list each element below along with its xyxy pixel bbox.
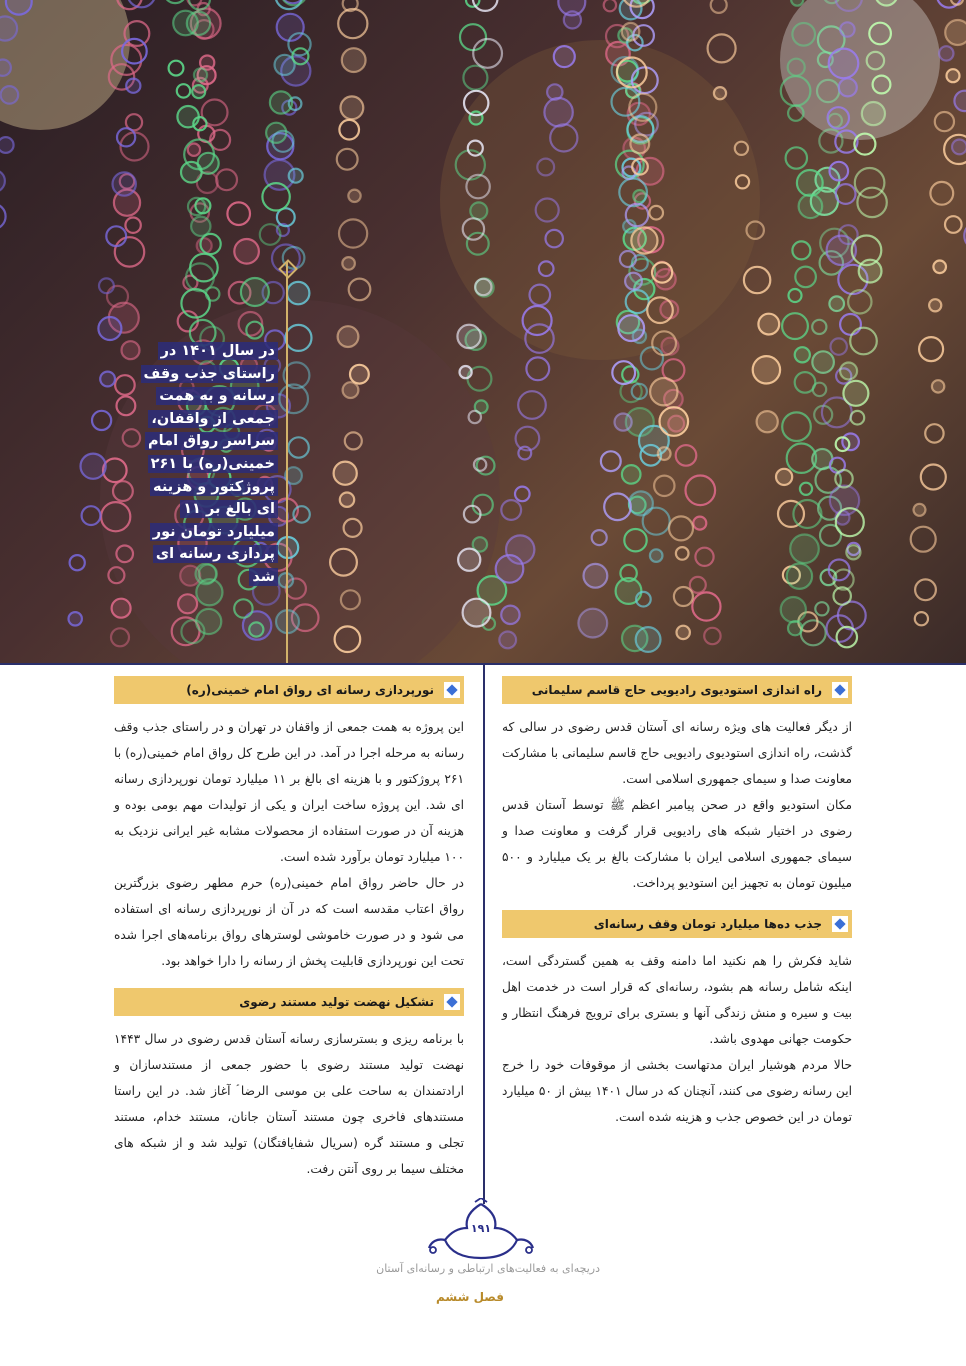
diamond-bullet-icon (832, 682, 848, 698)
paragraph: در حال حاضر رواق امام خمینی(ره) حرم مطهر رضوی بزرگترین رواق اعتاب مقدسه است که در آن از نورپردازی رسانه ای استفاده می شود و در صورت خاموشی لوسترهای رواق برنامه‌های اجرا شده تحت این نورپردازی قابلیت پخش از رسانه را دارا خواهد بود. (114, 876, 464, 968)
paragraph: حالا مردم هوشیار ایران مدتهاست بخشی از موقوفات خود را خرج این رسانه رضوی می کنند، آنچنان که در سال ۱۴۰۱ بیش از ۵۰ میلیارد تومان در این خصوص جذب و هزینه شده است. (502, 1058, 852, 1124)
callout-box (140, 340, 278, 589)
section-heading-lighting (114, 676, 464, 704)
callout-connector-line (286, 262, 288, 664)
section-heading-radio-studio (502, 676, 852, 704)
column-divider (483, 664, 485, 1204)
paragraph: این پروژه به همت جمعی از واقفان در تهران و در راستای جذب وقف رسانه به مرحله اجرا در آمد. در این طرح کل رواق امام خمینی(ره) با ۲۶۱ پروژکتور و با هزینه ای بالغ بر ۱۱ میلیارد تومان نورپردازی رسانه ای شد. این پروژه ساخت ایران و یکی از تولیدات مهم بومی بوده و هزینه آن در صورت استفاده از محصولات مشابه غیر ایرانی نزدیک به ۱۰۰ میلیارد تومان برآورد شده است. (114, 720, 464, 864)
chapter-label: فصل ششم (436, 1290, 504, 1304)
paragraph: با برنامه ریزی و بسترسازی رسانه آستان قدس رضوی در سال ۱۴۴۳ نهضت تولید مستند رضوی با حضور جمعی از مستندسازان و ارادتمندان به ساحت علی بن موسی الرضا ؑ آغاز شد. در این راستا مستندهای فاخری چون مستند آستان جانان، مستند خدام، مستند تجلی و مستند گره (سریال شفایافتگان) تولید شد و از شبکه های مختلف سیما بر روی آنتن رفت. (114, 1032, 464, 1176)
heading-text: جذب ده‌ها میلیارد تومان وقف رسانه‌ای (593, 917, 822, 931)
heading-text: تشکیل نهضت تولید مستند رضوی (239, 995, 434, 1009)
footer-caption: دریچه‌ای به فعالیت‌های ارتباطی و رسانه‌ای آستان (376, 1262, 600, 1275)
diamond-bullet-icon (444, 682, 460, 698)
section-heading-media-waqf (502, 910, 852, 938)
callout-text: در سال ۱۴۰۱ در راستای جذب وقف رسانه و به همت جمعی از واقفان، سراسر رواق امام خمینی(ره) با ۲۶۱ پروژکتور و هزینه ای بالغ بر ۱۱ میلیارد تومان نور پردازی رسانه ای شد (141, 342, 279, 586)
diamond-bullet-icon (444, 994, 460, 1010)
heading-text: راه اندازی استودیوی رادیویی حاج قاسم سلیمانی (531, 683, 822, 697)
section-heading-documentary (114, 988, 464, 1016)
paragraph: شاید فکرش را هم نکنید اما دامنه وقف به همین گستردگی است، اینکه شامل رسانه هم بشود، رسانه‌ای که قرار است در خدمت اهل بیت و سیره و منش زندگی آنها و بستری برای ترویج فرهنگ انتظار و حکومت جهانی مهدوی باشد. (502, 954, 852, 1046)
hero-photo (0, 0, 966, 664)
paragraph: مکان استودیو واقع در صحن پیامبر اعظم ﷺ توسط آستان قدس رضوی در اختیار شبکه های رادیویی قرار گرفت و معاونت صدا و سیمای جمهوری اسلامی ایران با مشارکت بالغ بر یک میلیارد و ۵۰۰ میلیون تومان به تجهیز این استودیو پرداخت. (502, 798, 852, 890)
left-column (114, 676, 464, 1182)
heading-text: نورپردازی رسانه ای رواق امام خمینی(ره) (186, 683, 434, 697)
diamond-bullet-icon (832, 916, 848, 932)
page-number: ۱۹۱ (470, 1222, 492, 1235)
paragraph: از دیگر فعالیت های ویژه رسانه ای آستان قدس رضوی در سالی که گذشت، راه اندازی استودیوی رادیویی حاج قاسم سلیمانی با مشارکت معاونت صدا و سیمای جمهوری اسلامی است. (502, 720, 852, 786)
right-column (502, 676, 852, 1130)
